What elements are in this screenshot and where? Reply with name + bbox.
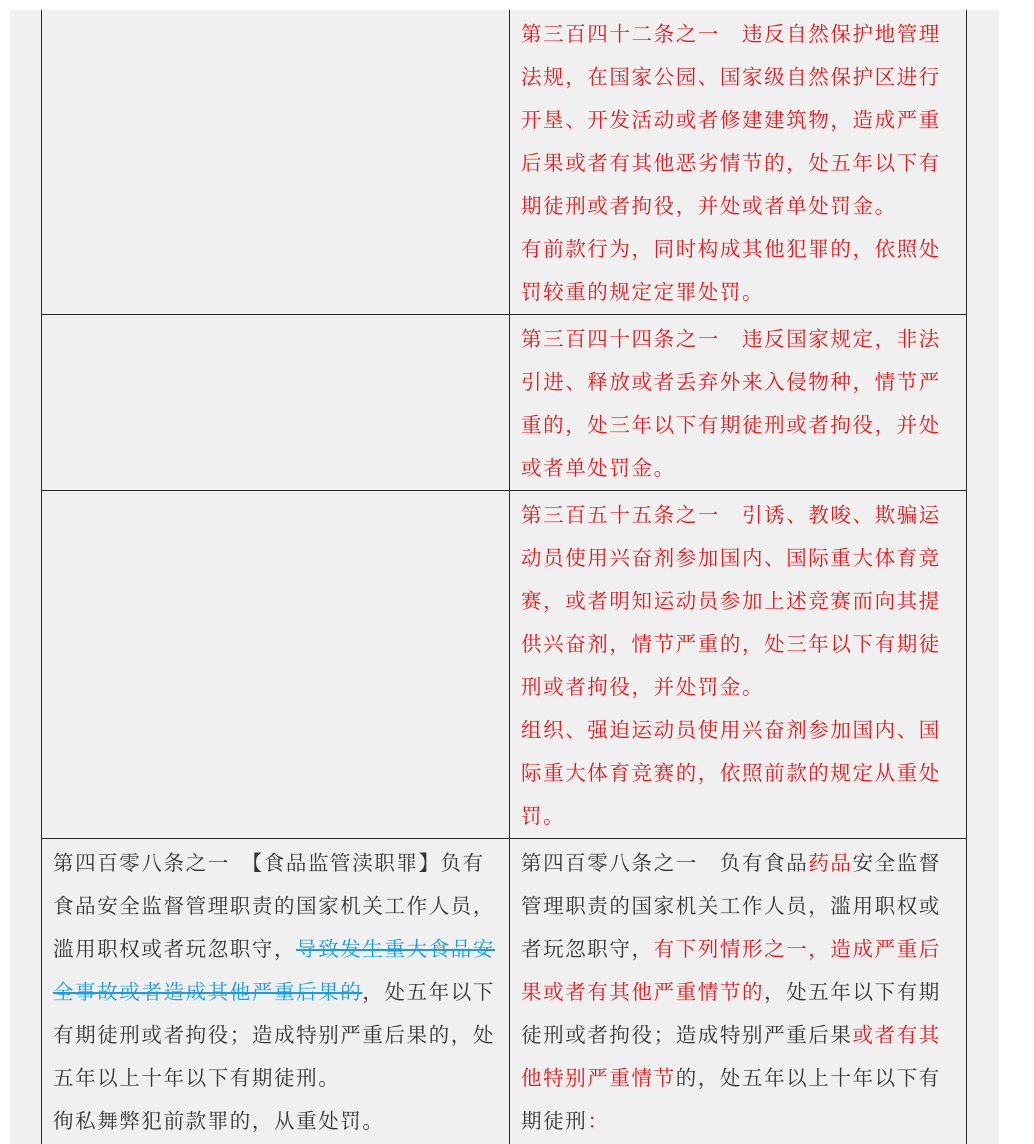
inserted-text: 第三百四十四条之一 违反国家规定，非法引进、释放或者丢弃外来入侵物种，情节严重的，处三年以下有期徒刑或者拘役，并处或者单处罚金。 bbox=[521, 327, 941, 480]
new-text-cell bbox=[510, 315, 967, 491]
unchanged-text: ，处五年以下有期徒刑或者拘役；造成特别严重后果 bbox=[521, 980, 941, 1047]
deleted-text: 导致发生重大食品安全事故或者造成其他严重后果的 bbox=[53, 937, 496, 1004]
old-text-cell bbox=[42, 315, 510, 491]
inserted-text: 组织、强迫运动员使用兴奋剂参加国内、国际重大体育竞赛的，依照前款的规定从重处罚。 bbox=[521, 718, 941, 828]
comparison-table bbox=[41, 10, 967, 1144]
old-text-cell bbox=[42, 10, 510, 315]
new-text-cell bbox=[510, 10, 967, 315]
unchanged-text: 第四百零八条之一 负有食品 bbox=[521, 851, 809, 875]
inserted-text: ： bbox=[587, 1109, 610, 1133]
inserted-text: 有前款行为，同时构成其他犯罪的，依照处罚较重的规定定罪处罚。 bbox=[521, 237, 941, 304]
unchanged-text: 的，处五年以上十年以下有期徒刑 bbox=[521, 1066, 941, 1133]
table-row bbox=[42, 10, 967, 315]
inserted-text: 第三百五十五条之一 引诱、教唆、欺骗运动员使用兴奋剂参加国内、国际重大体育竞赛，或者明知运动员参加上述竞赛而向其提供兴奋剂，情节严重的，处三年以下有期徒刑或者拘役，并处罚金。 bbox=[521, 503, 941, 699]
article-paragraph bbox=[521, 13, 955, 228]
unchanged-text: 安全监督管理职责的国家机关工作人员，滥用职权或者玩忽职守， bbox=[521, 851, 941, 961]
new-text-cell bbox=[510, 491, 967, 839]
inserted-text: 第三百四十二条之一 违反自然保护地管理法规，在国家公园、国家级自然保护区进行开垦、开发活动或者修建建筑物，造成严重后果或者有其他恶劣情节的，处五年以下有期徒刑或者拘役，并处或者单处罚金。 bbox=[521, 22, 941, 218]
unchanged-text: 第四百零八条之一 【食品监管渎职罪】负有食品安全监督管理职责的国家机关工作人员，滥用职权或者玩忽职守， bbox=[53, 851, 495, 961]
old-text-cell bbox=[42, 491, 510, 839]
article-paragraph bbox=[521, 318, 955, 490]
table-row bbox=[42, 839, 967, 1144]
unchanged-text: 徇私舞弊犯前款罪的，从重处罚。 bbox=[53, 1109, 385, 1133]
article-paragraph bbox=[521, 842, 955, 1143]
table-row bbox=[42, 491, 967, 839]
article-paragraph bbox=[53, 1100, 498, 1143]
inserted-text: 或者有其他特别严重情节 bbox=[521, 1023, 941, 1090]
article-paragraph bbox=[521, 709, 955, 838]
new-text-cell bbox=[510, 839, 967, 1144]
article-paragraph bbox=[53, 842, 498, 1100]
unchanged-text: ，处五年以下有期徒刑或者拘役；造成特别严重后果的，处五年以上十年以下有期徒刑。 bbox=[53, 980, 496, 1090]
old-text-cell bbox=[42, 839, 510, 1144]
inserted-text: 有下列情形之一，造成严重后果或者有其他严重情节的 bbox=[521, 937, 941, 1004]
inserted-text: 药品 bbox=[808, 851, 853, 875]
document-page bbox=[10, 10, 999, 1144]
table-row bbox=[42, 315, 967, 491]
article-paragraph bbox=[521, 494, 955, 709]
article-paragraph bbox=[521, 228, 955, 314]
